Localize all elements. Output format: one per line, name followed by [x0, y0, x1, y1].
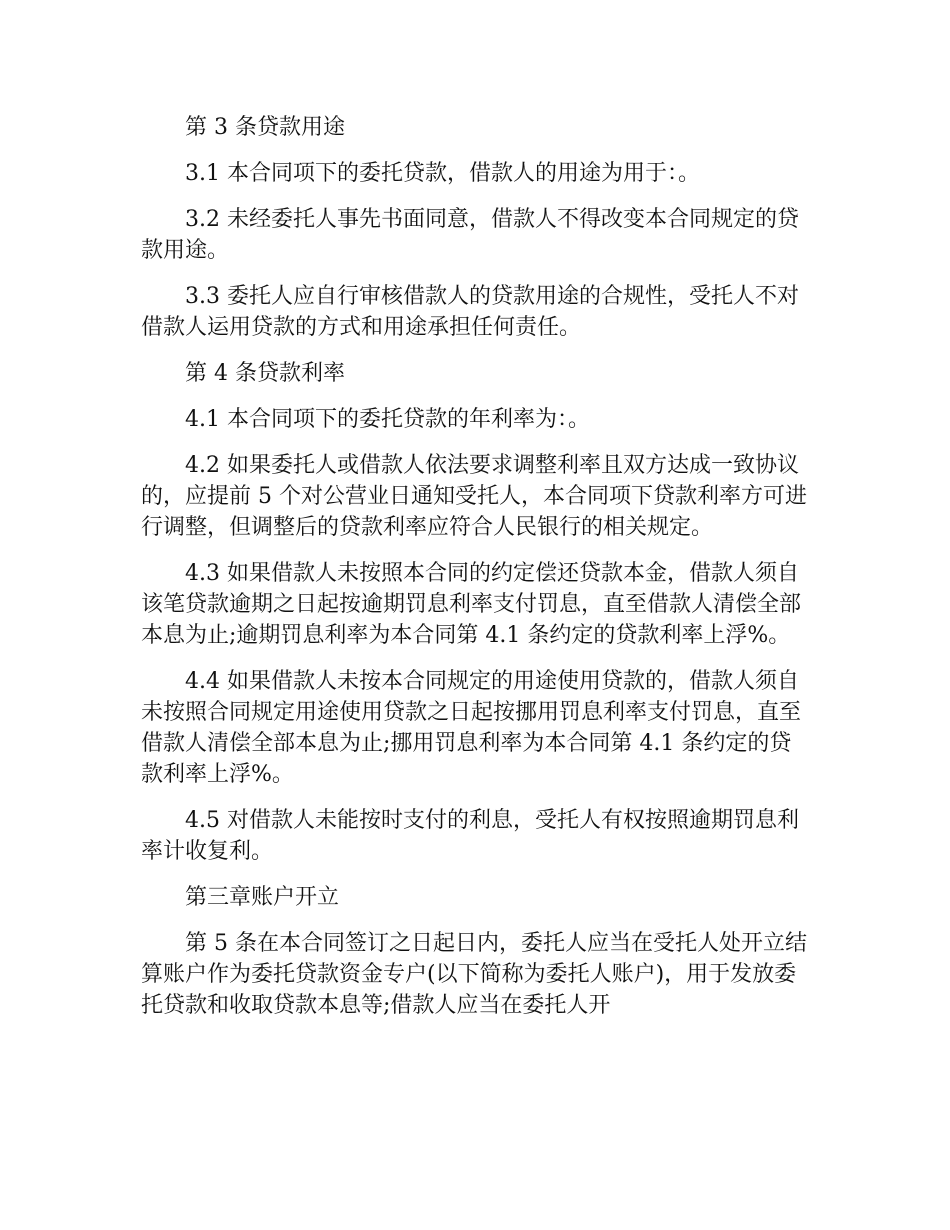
clause-4-1: 4.1 本合同项下的委托贷款的年利率为：。: [185, 407, 590, 432]
clause-4-3: 4.3 如果借款人未按照本合同的约定偿还贷款本金，借款人须自该笔贷款逾期之日起按逾期罚息利率支付罚息，直至借款人清偿全部本息为止;逾期罚息利率为本合同第 4.1 条约定的贷款利率上浮%。: [141, 561, 802, 648]
section-heading-article-3: 第 3 条贷款用途: [185, 115, 345, 140]
chapter-heading-3: 第三章账户开立: [185, 885, 340, 910]
clause-4-4: 4.4 如果借款人未按本合同规定的用途使用贷款的，借款人须自未按照合同规定用途使用贷款之日起按挪用罚息利率支付罚息，直至借款人清偿全部本息为止;挪用罚息利率为本合同第 4.1 条约定的贷款利率上浮%。: [141, 669, 802, 787]
clause-4-2: 4.2 如果委托人或借款人依法要求调整利率且双方达成一致协议的，应提前 5 个对公营业日通知受托人，本合同项下贷款利率方可进行调整，但调整后的贷款利率应符合人民银行的相关规定。: [141, 453, 807, 540]
section-heading-article-4: 第 4 条贷款利率: [185, 361, 345, 386]
clause-3-1: 3.1 本合同项下的委托贷款，借款人的用途为用于：。: [185, 161, 700, 186]
document-body: [141, 112, 811, 1036]
article-5: 第 5 条在本合同签订之日起日内，委托人应当在受托人处开立结算账户作为委托贷款资金专户(以下简称为委托人账户)，用于发放委托贷款和收取贷款本息等;借款人应当在委托人开: [141, 931, 807, 1018]
clause-3-3: 3.3 委托人应自行审核借款人的贷款用途的合规性，受托人不对借款人运用贷款的方式和用途承担任何责任。: [141, 284, 799, 340]
clause-3-2: 3.2 未经委托人事先书面同意，借款人不得改变本合同规定的贷款用途。: [141, 207, 799, 263]
clause-4-5: 4.5 对借款人未能按时支付的利息，受托人有权按照逾期罚息利率计收复利。: [141, 808, 799, 864]
